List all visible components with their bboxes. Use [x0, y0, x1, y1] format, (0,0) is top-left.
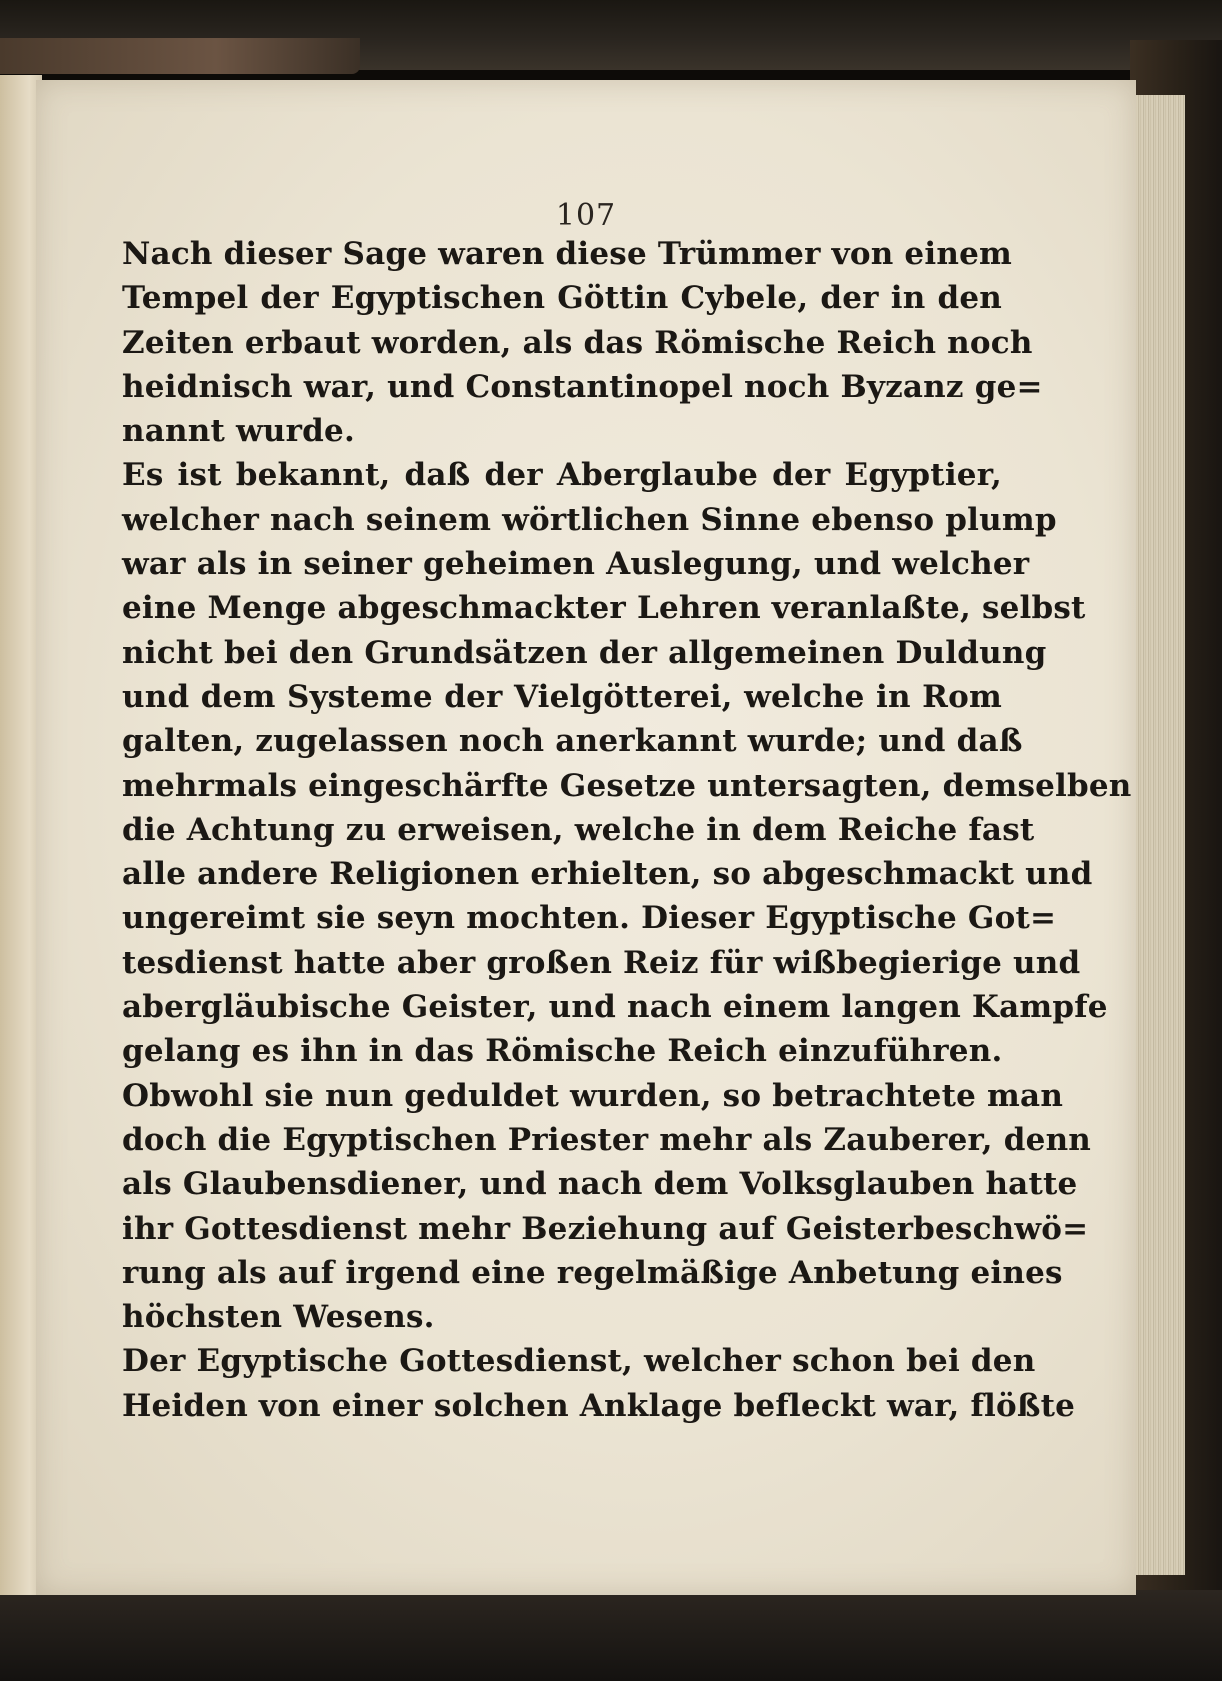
- text-line: Nach dieser Sage waren diese Trümmer von einem: [122, 236, 1012, 272]
- text-line: und dem Systeme der Vielgötterei, welche in Rom: [122, 678, 1002, 715]
- paragraph-2: [122, 453, 1132, 1073]
- page-stack-edge: [1128, 95, 1185, 1575]
- text-line: heidnisch war, und Constantinopel noch Byzanz ge=: [122, 368, 1043, 405]
- text-line: welcher nach seinem wörtlichen Sinne ebenso plump: [122, 501, 1057, 538]
- text-line: als Glaubensdiener, und nach dem Volksglauben hatte: [122, 1166, 1078, 1203]
- text-line: rung als auf irgend eine regelmäßige Anbetung eines: [122, 1254, 1063, 1291]
- text-line: gelang es ihn in das Römische Reich einzuführen.: [122, 1033, 1003, 1070]
- text-line: abergläubische Geister, und nach einem langen Kampfe: [122, 989, 1108, 1026]
- text-line: Es ist bekannt, daß der Aberglaube der Egyptier,: [122, 457, 1002, 494]
- paragraph-4: [122, 1339, 1076, 1428]
- text-line: Tempel der Egyptischen Göttin Cybele, der in den: [122, 280, 1002, 317]
- text-line: nannt wurde.: [122, 413, 355, 450]
- book-page: [36, 80, 1136, 1595]
- text-line: tesdienst hatte aber großen Reiz für wißbegierige und: [122, 944, 1081, 981]
- book-cover-leather-band: [0, 38, 360, 74]
- text-line: doch die Egyptischen Priester mehr als Zauberer, denn: [122, 1121, 1092, 1158]
- text-line: Zeiten erbaut worden, als das Römische Reich noch: [122, 324, 1033, 361]
- paragraph-3: [122, 1074, 1092, 1340]
- text-line: war als in seiner geheimen Auslegung, und welcher: [122, 546, 1030, 583]
- text-line: höchsten Wesens.: [122, 1299, 435, 1336]
- book-cover-bottom-edge: [0, 1590, 1222, 1681]
- text-line: ihr Gottesdienst mehr Beziehung auf Geisterbeschwö=: [122, 1210, 1089, 1247]
- text-line: ungereimt sie seyn mochten. Dieser Egyptische Got=: [122, 900, 1057, 937]
- text-line: Heiden von einer solchen Anklage befleckt war, flößte: [122, 1387, 1076, 1424]
- page-number: 107: [555, 198, 617, 233]
- text-line: nicht bei den Grundsätzen der allgemeinen Duldung: [122, 634, 1047, 671]
- text-line: eine Menge abgeschmackter Lehren veranlaßte, selbst: [122, 590, 1086, 627]
- text-line: mehrmals eingeschärfte Gesetze untersagten, demselben: [122, 767, 1132, 804]
- paragraph-1: [122, 232, 1043, 453]
- text-line: Obwohl sie nun geduldet wurden, so betrachtete man: [122, 1077, 1064, 1114]
- text-line: Der Egyptische Gottesdienst, welcher schon bei den: [122, 1343, 1036, 1380]
- body-text: [122, 232, 1132, 1428]
- text-line: galten, zugelassen noch anerkannt wurde; und daß: [122, 723, 1023, 760]
- text-line: alle andere Religionen erhielten, so abgeschmackt und: [122, 856, 1093, 893]
- text-line: die Achtung zu erweisen, welche in dem Reiche fast: [122, 811, 1035, 848]
